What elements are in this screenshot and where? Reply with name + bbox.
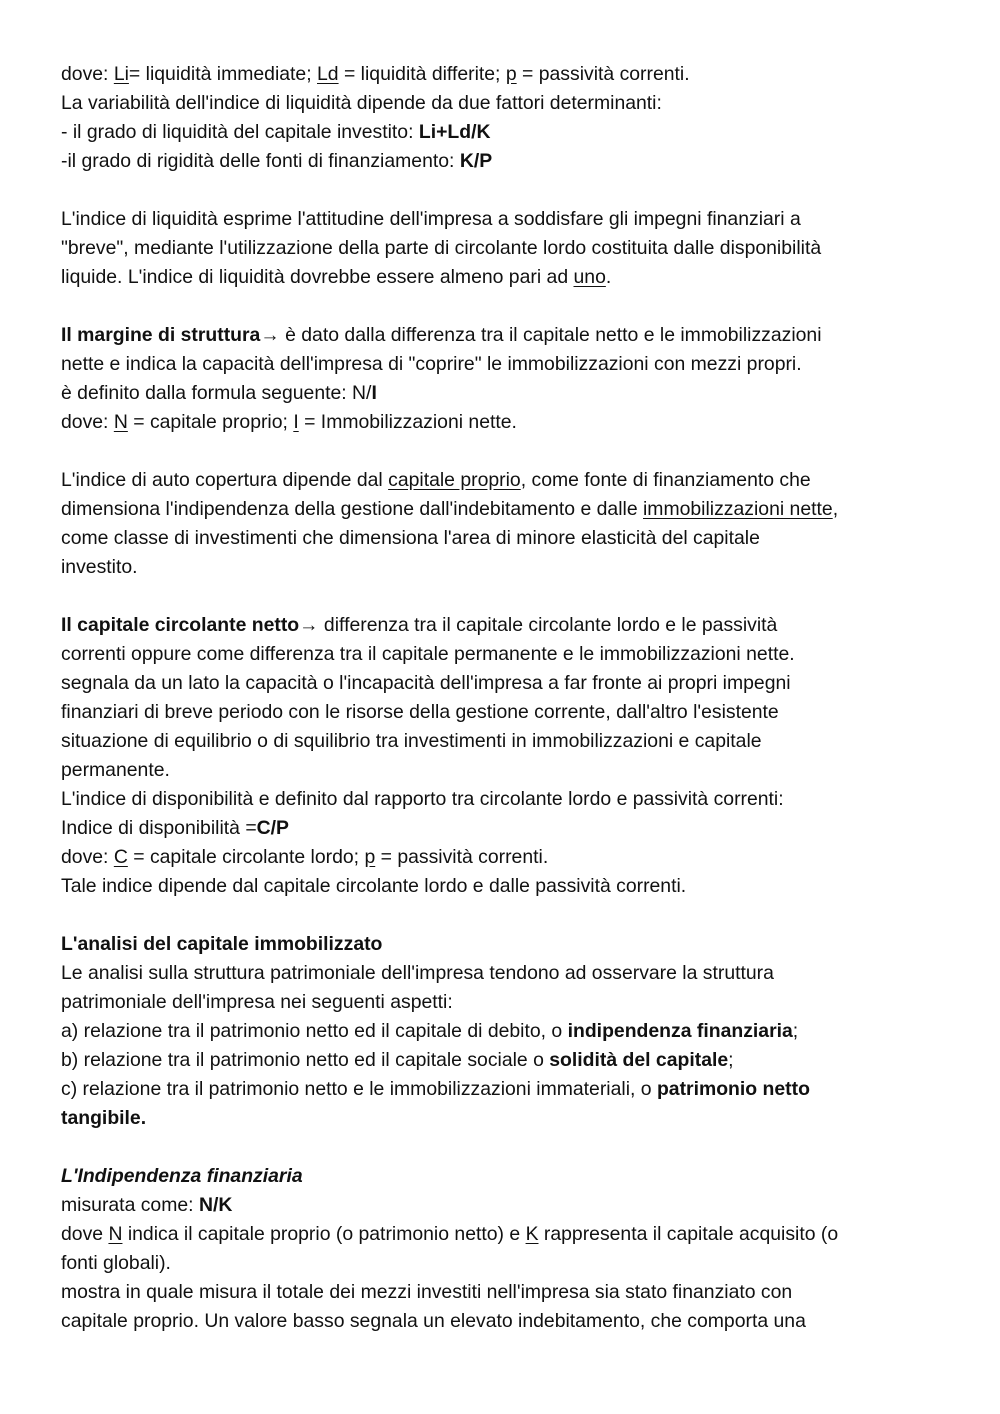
symbol-c: C xyxy=(113,846,128,868)
text-line: La variabilità dell'indice di liquidità dipende da due fattori determinanti: xyxy=(61,92,662,114)
text-line xyxy=(61,1017,941,1046)
paragraph-gap xyxy=(61,176,941,205)
text-span: = liquidità differite; xyxy=(338,63,506,85)
text-span: = capitale proprio; xyxy=(127,411,294,433)
bold-term: solidità del capitale xyxy=(549,1049,729,1071)
symbol-k: K xyxy=(525,1223,539,1245)
text-span: misurata come: xyxy=(61,1194,199,1216)
text-span: = capitale circolante lordo; xyxy=(127,846,365,868)
text-span: rappresenta il capitale acquisito (o xyxy=(538,1223,839,1245)
bold-term: tangibile. xyxy=(61,1107,147,1129)
text-span: differenza tra il capitale circolante lordo e le passività xyxy=(318,614,778,636)
text-span: = passività correnti. xyxy=(375,846,549,868)
text-line: situazione di equilibrio o di squilibrio tra investimenti in immobilizzazioni e capitale xyxy=(61,730,762,752)
text-line xyxy=(61,466,941,495)
text-span: indica il capitale proprio (o patrimonio netto) e xyxy=(122,1223,526,1245)
underlined-text: uno xyxy=(573,266,606,288)
symbol-p: p xyxy=(505,63,517,85)
text-line: Le analisi sulla struttura patrimoniale dell'impresa tendono ad osservare la struttura xyxy=(61,962,774,984)
text-line xyxy=(61,611,941,640)
text-line xyxy=(61,147,941,176)
text-line xyxy=(61,814,941,843)
paragraph-gap xyxy=(61,1133,941,1162)
text-span: è definito dalla formula seguente: N/ xyxy=(61,382,372,404)
text-line: investito. xyxy=(61,556,138,578)
symbol-n: N xyxy=(113,411,128,433)
text-line: correnti oppure come differenza tra il capitale permanente e le immobilizzazioni nette. xyxy=(61,643,795,665)
text-span: , xyxy=(832,498,839,520)
text-line xyxy=(61,379,941,408)
text-span: ; xyxy=(728,1049,734,1071)
text-span: , come fonte di finanziamento che xyxy=(520,469,811,491)
text-span: dove: xyxy=(61,63,114,85)
text-line: "breve", mediante l'utilizzazione della parte di circolante lordo costituita dalle disponibilità xyxy=(61,237,822,259)
text-span: Indice di disponibilità = xyxy=(61,817,257,839)
text-line: nette e indica la capacità dell'impresa di "coprire" le immobilizzazioni con mezzi propri. xyxy=(61,353,802,375)
text-line xyxy=(61,263,941,292)
text-span: liquide. L'indice di liquidità dovrebbe essere almeno pari ad xyxy=(61,266,574,288)
text-line: fonti globali). xyxy=(61,1252,171,1274)
symbol-li: Li xyxy=(113,63,129,85)
symbol-i: I xyxy=(293,411,299,433)
formula: C/P xyxy=(256,817,289,839)
bold-term: patrimonio netto xyxy=(656,1078,810,1100)
text-line xyxy=(61,321,941,350)
text-span: = liquidità immediate; xyxy=(128,63,317,85)
text-span: dove xyxy=(61,1223,109,1245)
heading-text: L'Indipendenza finanziaria xyxy=(61,1165,303,1187)
paragraph-gap xyxy=(61,901,941,930)
text-span: ; xyxy=(792,1020,799,1042)
text-line xyxy=(61,1104,941,1133)
text-span: c) relazione tra il patrimonio netto e le immobilizzazioni immateriali, o xyxy=(61,1078,657,1100)
formula: N/K xyxy=(198,1194,233,1216)
section-title: Il capitale circolante netto xyxy=(61,614,300,636)
underlined-text: immobilizzazioni nette xyxy=(643,498,833,520)
text-line: L'indice di liquidità esprime l'attitudine dell'impresa a soddisfare gli impegni finanziari a xyxy=(61,208,801,230)
paragraph-gap xyxy=(61,292,941,321)
arrow-icon: → xyxy=(299,614,319,636)
formula: I xyxy=(371,382,377,404)
bold-term: indipendenza finanziaria xyxy=(567,1020,793,1042)
heading-text: L'analisi del capitale immobilizzato xyxy=(61,933,383,955)
text-span: L'indice di auto copertura dipende dal xyxy=(61,469,389,491)
text-line xyxy=(61,1220,941,1249)
text-line: finanziari di breve periodo con le risorse della gestione corrente, dall'altro l'esistente xyxy=(61,701,779,723)
text-line: patrimoniale dell'impresa nei seguenti aspetti: xyxy=(61,991,453,1013)
text-span: è dato dalla differenza tra il capitale netto e le immobilizzazioni xyxy=(279,324,822,346)
text-span: dimensiona l'indipendenza della gestione dall'indebitamento e dalle xyxy=(61,498,643,520)
text-span: -il grado di rigidità delle fonti di finanziamento: xyxy=(61,150,460,172)
paragraph-gap xyxy=(61,437,941,466)
section-heading xyxy=(61,1162,941,1191)
text-line: mostra in quale misura il totale dei mezzi investiti nell'impresa sia stato finanziato con xyxy=(61,1281,793,1303)
symbol-ld: Ld xyxy=(317,63,339,85)
paragraph-gap xyxy=(61,582,941,611)
text-span: dove: xyxy=(61,411,114,433)
text-span: . xyxy=(605,266,612,288)
text-line: capitale proprio. Un valore basso segnala un elevato indebitamento, che comporta una xyxy=(61,1310,806,1332)
text-span: = Immobilizzazioni nette. xyxy=(298,411,517,433)
section-title: Il margine di struttura xyxy=(61,324,261,346)
text-line: segnala da un lato la capacità o l'incapacità dell'impresa a far fronte ai propri impegni xyxy=(61,672,791,694)
section-heading xyxy=(61,930,941,959)
text-line xyxy=(61,495,941,524)
text-span: dove: xyxy=(61,846,114,868)
formula: Li+Ld/K xyxy=(418,121,491,143)
text-line xyxy=(61,843,941,872)
symbol-n: N xyxy=(108,1223,123,1245)
underlined-text: capitale proprio xyxy=(388,469,521,491)
text-line xyxy=(61,118,941,147)
document-page xyxy=(61,60,941,1336)
text-line: L'indice di disponibilità e definito dal rapporto tra circolante lordo e passività correnti: xyxy=(61,788,784,810)
text-span: = passività correnti. xyxy=(516,63,690,85)
text-line: permanente. xyxy=(61,759,170,781)
text-span: - il grado di liquidità del capitale investito: xyxy=(61,121,419,143)
text-line xyxy=(61,1075,941,1104)
text-line xyxy=(61,408,941,437)
text-line xyxy=(61,1046,941,1075)
symbol-p: p xyxy=(364,846,376,868)
text-line xyxy=(61,1191,941,1220)
text-line: Tale indice dipende dal capitale circolante lordo e dalle passività correnti. xyxy=(61,875,687,897)
text-span: a) relazione tra il patrimonio netto ed il capitale di debito, o xyxy=(61,1020,568,1042)
liquidity-definitions-line xyxy=(61,60,941,89)
formula: K/P xyxy=(459,150,493,172)
text-line: come classe di investimenti che dimensiona l'area di minore elasticità del capitale xyxy=(61,527,760,549)
arrow-icon: → xyxy=(260,324,280,346)
text-span: b) relazione tra il patrimonio netto ed il capitale sociale o xyxy=(61,1049,550,1071)
